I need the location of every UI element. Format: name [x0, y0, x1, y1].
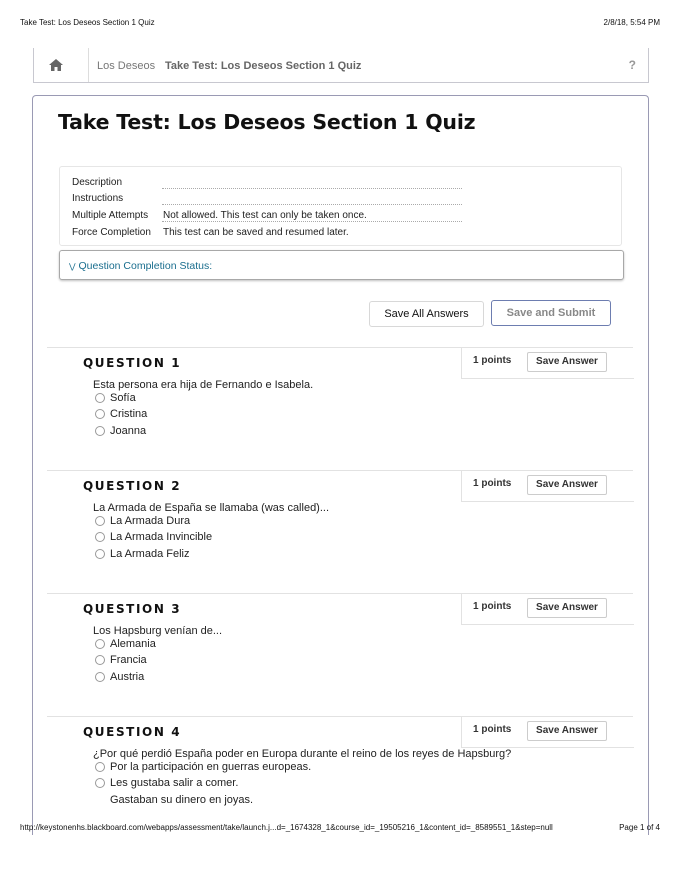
- radio-button[interactable]: [95, 639, 105, 649]
- answer-option-label: Les gustaba salir a comer.: [110, 777, 239, 789]
- print-footer-url: http://keystonenhs.blackboard.com/webapps/assessment/take/launch.j...d=_1674328_1&course_id=_19505216_1&content_id=_8589551_1&step=null: [20, 823, 553, 832]
- answer-option[interactable]: [95, 425, 146, 437]
- description-label: Description: [72, 177, 123, 188]
- radio-button[interactable]: [95, 762, 105, 772]
- radio-button[interactable]: [95, 778, 105, 788]
- home-icon: [49, 59, 63, 71]
- multiple-attempts-row: [72, 210, 367, 221]
- print-footer: [20, 823, 660, 832]
- save-and-submit-button[interactable]: Save and Submit: [491, 300, 611, 326]
- answer-option-label: La Armada Dura: [110, 515, 191, 527]
- breadcrumb-bar: [33, 48, 649, 83]
- radio-button[interactable]: [95, 393, 105, 403]
- description-row: [72, 177, 163, 188]
- question-title: QUESTION 2: [83, 479, 182, 493]
- radio-button[interactable]: [95, 516, 105, 526]
- question-text: ¿Por qué perdió España poder en Europa durante el reino de los reyes de Hapsburg?: [93, 748, 512, 760]
- save-answer-button[interactable]: Save Answer: [527, 721, 607, 741]
- breadcrumb-course-link[interactable]: Los Deseos: [97, 60, 156, 72]
- question-points: 1 points: [473, 355, 512, 366]
- answer-option-label: Sofía: [110, 392, 136, 404]
- radio-button[interactable]: [95, 409, 105, 419]
- answer-option-label: Cristina: [110, 408, 148, 420]
- print-header-datetime: 2/8/18, 5:54 PM: [603, 18, 660, 27]
- save-answer-button[interactable]: Save Answer: [527, 475, 607, 495]
- instructions-label: Instructions: [72, 193, 124, 204]
- page-title: Take Test: Los Deseos Section 1 Quiz: [58, 110, 476, 134]
- question-points-panel: [461, 717, 634, 748]
- radio-button[interactable]: [95, 532, 105, 542]
- answer-option-label: Joanna: [110, 425, 147, 437]
- print-footer-page: Page 1 of 4: [619, 823, 660, 832]
- save-answer-button[interactable]: Save Answer: [527, 352, 607, 372]
- breadcrumb-current-page: Take Test: Los Deseos Section 1 Quiz: [165, 60, 362, 72]
- answer-option[interactable]: [95, 761, 311, 773]
- question-block: [47, 716, 633, 808]
- radio-button[interactable]: [95, 672, 105, 682]
- question-text: Esta persona era hija de Fernando e Isabela.: [93, 379, 314, 391]
- answer-option[interactable]: [110, 794, 253, 806]
- question-points-panel: [461, 594, 634, 625]
- save-all-answers-button[interactable]: Save All Answers: [369, 301, 484, 327]
- answer-option[interactable]: [95, 777, 238, 789]
- question-completion-status-label: Question Completion Status:: [78, 260, 213, 272]
- answer-option[interactable]: [95, 638, 156, 650]
- question-text: La Armada de España se llamaba (was called)...: [93, 502, 330, 514]
- multiple-attempts-label: Multiple Attempts: [72, 210, 149, 221]
- save-answer-button[interactable]: Save Answer: [527, 598, 607, 618]
- answer-option-label: Alemania: [110, 638, 156, 650]
- force-completion-label: Force Completion: [72, 227, 151, 238]
- answer-option-label: Gastaban su dinero en joyas.: [110, 794, 254, 806]
- answer-option-label: La Armada Feliz: [110, 548, 190, 560]
- instructions-row: [72, 193, 163, 204]
- answer-option-label: Francia: [110, 654, 147, 666]
- question-title: QUESTION 3: [83, 602, 182, 616]
- divider: [162, 221, 462, 222]
- answer-option[interactable]: [95, 671, 144, 683]
- print-header-title: Take Test: Los Deseos Section 1 Quiz: [20, 18, 155, 27]
- answer-option[interactable]: [95, 515, 190, 527]
- question-points-panel: [461, 471, 634, 502]
- answer-option-label: La Armada Invincible: [110, 531, 213, 543]
- answer-option[interactable]: [95, 654, 147, 666]
- home-button[interactable]: [34, 48, 89, 82]
- radio-button[interactable]: [95, 549, 105, 559]
- print-header: [20, 18, 660, 27]
- answer-option[interactable]: [95, 531, 212, 543]
- question-text: Los Hapsburg venían de...: [93, 625, 223, 637]
- question-title: QUESTION 1: [83, 356, 182, 370]
- divider: [162, 188, 462, 189]
- question-points-panel: [461, 348, 634, 379]
- force-completion-value: This test can be saved and resumed later.: [163, 227, 349, 238]
- answer-option[interactable]: [95, 548, 189, 560]
- help-icon[interactable]: ?: [628, 58, 636, 72]
- multiple-attempts-value: Not allowed. This test can only be taken once.: [163, 210, 367, 221]
- answer-option[interactable]: [95, 408, 147, 420]
- radio-button[interactable]: [95, 426, 105, 436]
- question-title: QUESTION 4: [83, 725, 182, 739]
- question-points: 1 points: [473, 724, 512, 735]
- question-completion-status: [59, 250, 624, 280]
- question-completion-status-toggle[interactable]: [69, 260, 212, 272]
- question-block: [47, 470, 633, 580]
- answer-option[interactable]: [95, 392, 136, 404]
- chevron-down-icon: ⋁: [69, 262, 76, 271]
- answer-option-label: Austria: [110, 671, 145, 683]
- question-points: 1 points: [473, 478, 512, 489]
- question-block: [47, 347, 633, 457]
- question-points: 1 points: [473, 601, 512, 612]
- divider: [162, 204, 462, 205]
- force-completion-row: [72, 227, 349, 238]
- radio-button[interactable]: [95, 655, 105, 665]
- answer-option-label: Por la participación en guerras europeas.: [110, 761, 312, 773]
- question-block: [47, 593, 633, 703]
